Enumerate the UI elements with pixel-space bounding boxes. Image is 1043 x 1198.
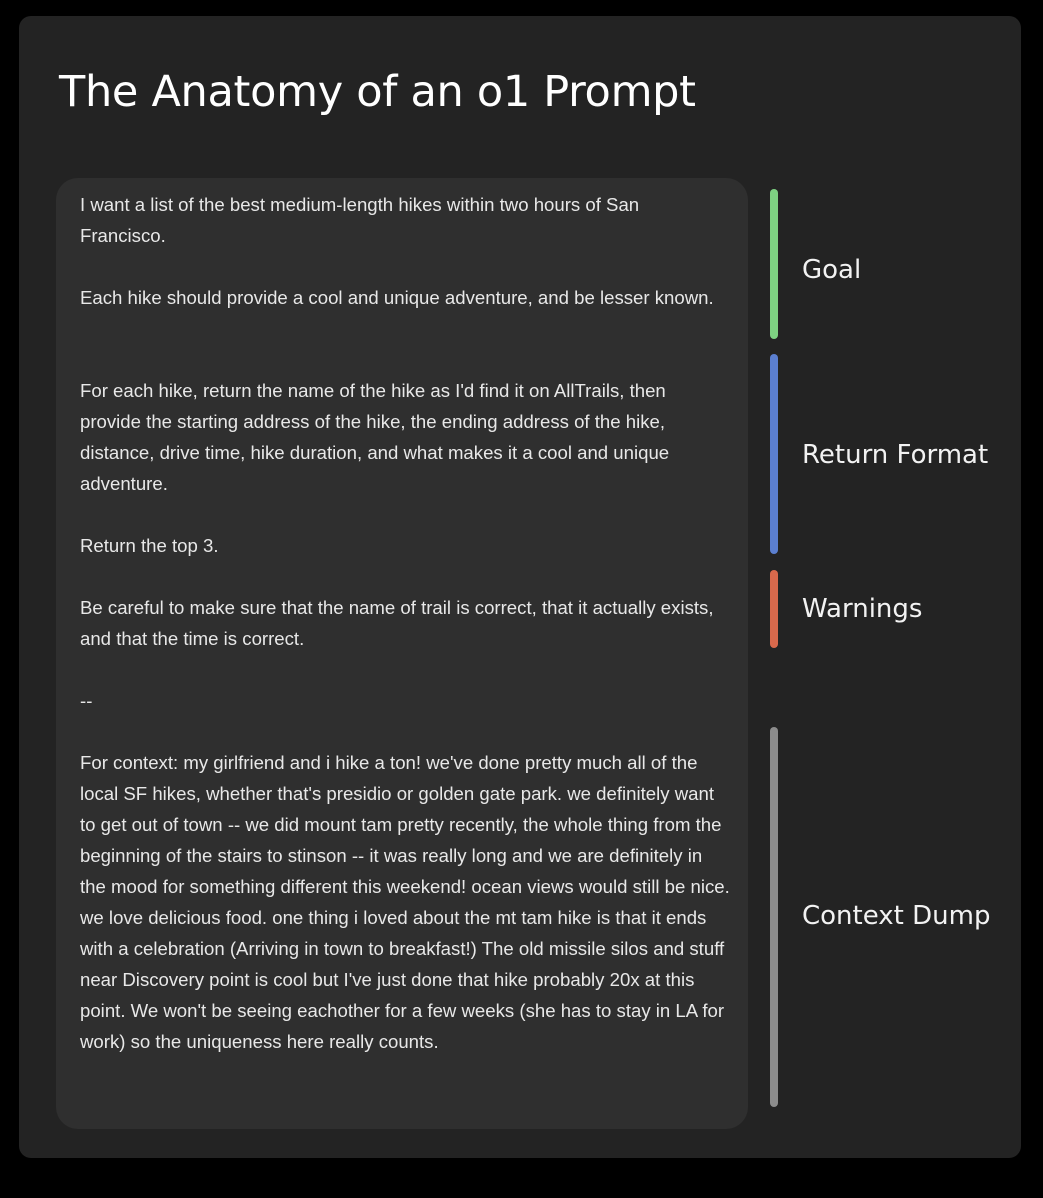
return-format-section-bar [770,354,778,554]
warnings-section-label: Warnings [802,594,923,624]
goal-section-label: Goal [802,255,862,285]
return-format-section-label: Return Format [802,440,989,470]
page-title: The Anatomy of an o1 Prompt [59,67,696,117]
warnings-section-bar [770,570,778,648]
context-dump-section-label: Context Dump [802,901,991,931]
goal-section-bar [770,189,778,339]
prompt-paragraph-warnings: Be careful to make sure that the name of trail is correct, that it actually exists, and that the time is correct. [80,597,714,649]
prompt-paragraph-return-format-1: For each hike, return the name of the hike as I'd find it on AllTrails, then provide the starting address of the hike, the ending address of the hike, distance, drive time, hike duration, and what makes it a cool and unique adventure. [80,380,670,494]
prompt-paragraph-goal-1: I want a list of the best medium-length hikes within two hours of San Francisco. [80,194,640,246]
context-dump-section-bar [770,727,778,1107]
prompt-paragraph-goal-2: Each hike should provide a cool and unique adventure, and be lesser known. [80,287,714,308]
prompt-paragraph-context: For context: my girlfriend and i hike a ton! we've done pretty much all of the local SF hikes, whether that's presidio or golden gate park. we definitely want to get out of town -- we did mount tam pretty recently, the whole thing from the beginning of the stairs to stinson -- it was really long and we are definitely in the mood for something different this weekend! ocean views would still be nice. we love delicious food. one thing i loved about the mt tam hike is that it ends with a celebration (Arriving in town to breakfast!) The old missile silos and stuff near Discovery point is cool but I've just done that hike probably 20x at this point. We won't be seeing eachother for a few weeks (she has to stay in LA for work) so the uniqueness here really counts. [80,752,730,1052]
prompt-separator: -- [80,690,93,711]
prompt-paragraph-return-format-2: Return the top 3. [80,535,219,556]
